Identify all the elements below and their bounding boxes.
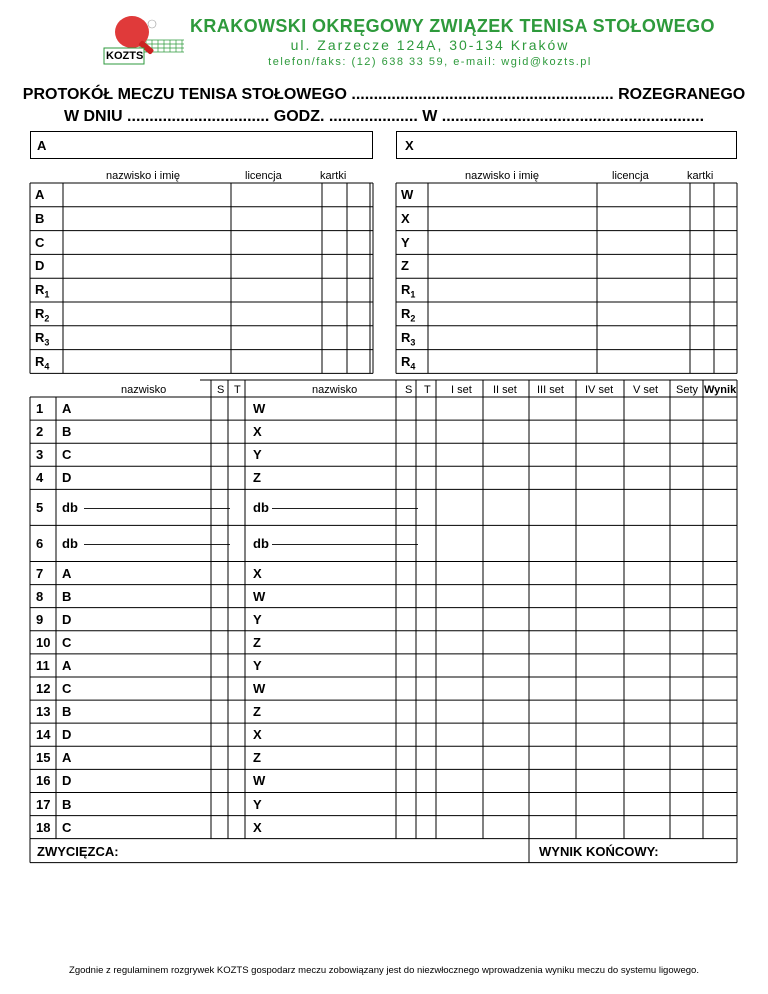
games-header-set1: I set (451, 384, 472, 396)
protocol-date-line: W DNIU ................................ GODZ. .................... W ........................................................... (63, 108, 705, 125)
game-player-right: db (253, 535, 269, 551)
game-score-cell[interactable] (437, 678, 736, 699)
game-player-left: db (62, 499, 78, 515)
games-header-set5: V set (633, 384, 659, 396)
player-slot-letter: R (35, 329, 45, 345)
player-slot-index: 3 (410, 337, 416, 348)
game-number: 13 (36, 704, 51, 720)
game-number: 11 (36, 657, 50, 673)
game-number: 17 (36, 796, 51, 812)
players-right-header-license: licencja (612, 170, 649, 182)
player-name-cell[interactable] (64, 279, 230, 301)
player-slot-letter: R (401, 282, 411, 298)
game-player-left: A (62, 657, 72, 673)
player-row-label-right (401, 282, 415, 300)
player-name-cell[interactable] (429, 279, 596, 301)
games-header-s-right: S (405, 384, 413, 396)
game-player-right: W (253, 588, 266, 604)
player-slot-letter: R (401, 353, 411, 369)
game-score-cell[interactable] (437, 526, 736, 560)
game-number: 6 (36, 535, 44, 551)
game-player-right: Y (253, 447, 262, 463)
game-number: 10 (36, 634, 51, 650)
game-player-left: A (62, 401, 72, 417)
player-row-label-right (401, 354, 415, 372)
game-score-cell[interactable] (437, 444, 736, 465)
player-name-cell[interactable] (429, 351, 596, 373)
player-row-label-right (401, 330, 415, 348)
game-player-left: db (62, 535, 78, 551)
games-header-t-right: T (424, 384, 431, 396)
game-player-right: db (253, 499, 269, 515)
player-slot-letter: X (401, 210, 410, 226)
game-number: 3 (36, 447, 44, 463)
game-score-cell[interactable] (437, 586, 736, 607)
player-slot-letter: D (35, 258, 45, 274)
player-slot-index: 4 (44, 361, 50, 372)
game-player-left: B (62, 704, 72, 720)
game-player-right: W (253, 773, 266, 789)
game-player-left: C (62, 819, 72, 835)
team-left-label: A (37, 138, 47, 153)
player-slot-letter: B (35, 210, 45, 226)
player-slot-letter: R (401, 306, 411, 321)
player-slot-index: 2 (44, 313, 50, 324)
player-row-label-right (401, 235, 410, 253)
player-row-label-left (35, 258, 44, 276)
player-slot-letter: W (401, 187, 414, 202)
player-row-label-left (35, 187, 44, 205)
game-number: 9 (36, 611, 44, 627)
game-player-right: Y (253, 657, 262, 673)
player-name-cell[interactable] (64, 327, 230, 349)
game-player-right: W (253, 401, 266, 417)
game-number: 16 (36, 773, 51, 789)
games-header-t-left: T (234, 384, 241, 396)
games-header-name-left: nazwisko (121, 384, 167, 396)
game-player-left: A (62, 565, 72, 581)
player-name-cell[interactable] (64, 232, 230, 254)
player-name-cell[interactable] (64, 184, 230, 206)
player-slot-letter: C (35, 234, 45, 250)
game-number: 18 (36, 819, 51, 835)
game-score-cell[interactable] (437, 398, 736, 419)
game-player-right: Z (253, 470, 261, 486)
winner-label: ZWYCIĘZCA: (37, 843, 119, 859)
game-player-left: D (62, 773, 72, 789)
game-number: 1 (36, 401, 44, 417)
player-slot-index: 4 (410, 361, 416, 372)
game-score-cell[interactable] (437, 747, 736, 768)
players-left-header-name: nazwisko i imię (106, 170, 180, 182)
player-name-cell[interactable] (429, 208, 596, 230)
player-slot-letter: Y (401, 234, 410, 250)
game-player-right: W (253, 681, 266, 697)
player-slot-index: 2 (410, 313, 416, 324)
game-score-cell[interactable] (437, 770, 736, 791)
protocol-title-line: PROTOKÓŁ MECZU TENISA STOŁOWEGO ........................................................... ROZEGRANEGO (22, 86, 746, 103)
player-slot-letter: R (35, 282, 45, 298)
game-score-cell[interactable] (437, 632, 736, 653)
logo-text: KOZTS (106, 50, 144, 62)
game-player-right: X (253, 727, 262, 743)
game-player-right: Z (253, 750, 261, 766)
game-score-cell[interactable] (437, 793, 736, 814)
player-slot-index: 3 (44, 337, 50, 348)
team-box-right[interactable] (396, 131, 737, 159)
player-row-label-left (35, 282, 49, 300)
games-header-set4: IV set (585, 384, 614, 396)
players-left-header-cards: kartki (320, 170, 347, 182)
game-player-right: Z (253, 704, 261, 720)
games-header-sets: Sety (676, 384, 699, 396)
game-number: 14 (36, 727, 51, 743)
games-header-set2: II set (493, 384, 517, 396)
game-player-right: X (253, 565, 262, 581)
game-number: 4 (36, 470, 44, 486)
player-name-cell[interactable] (64, 208, 230, 230)
player-row-label-right (401, 306, 415, 324)
team-right-label: X (405, 138, 414, 153)
player-row-label-right (401, 258, 409, 276)
player-row-label-right (401, 211, 410, 229)
footer-note: Zgodnie z regulaminem rozgrywek KOZTS gospodarz meczu zobowiązany jest do niezwłocznego wprowadzenia wyniku meczu do systemu ligowego. (69, 965, 699, 976)
player-slot-index: 1 (44, 289, 50, 300)
player-row-label-left (35, 235, 44, 253)
game-player-left: D (62, 470, 72, 486)
game-number: 2 (36, 424, 44, 440)
game-number: 5 (36, 499, 44, 515)
game-score-cell[interactable] (437, 609, 736, 630)
player-row-label-left (35, 330, 49, 348)
game-player-left: C (62, 447, 72, 463)
game-score-cell[interactable] (437, 817, 736, 838)
game-score-cell[interactable] (437, 701, 736, 722)
game-player-left: A (62, 750, 72, 766)
games-header-result: Wynik (704, 384, 737, 396)
players-right-header-cards: kartki (687, 170, 714, 182)
player-name-cell[interactable] (64, 303, 230, 325)
player-slot-letter: R (35, 306, 45, 321)
game-player-left: B (62, 796, 72, 812)
player-name-cell[interactable] (64, 255, 230, 277)
player-row-label-left (35, 306, 49, 324)
team-box-left[interactable] (30, 131, 373, 159)
players-right-header-name: nazwisko i imię (465, 170, 539, 182)
player-name-cell[interactable] (429, 184, 596, 206)
player-name-cell[interactable] (64, 351, 230, 373)
player-row-label-left (35, 211, 44, 229)
game-player-right: Z (253, 634, 261, 650)
organization-address: ul. Zarzecze 124A, 30-134 Kraków (290, 37, 570, 53)
game-score-cell[interactable] (437, 655, 736, 676)
game-number: 8 (36, 588, 44, 604)
game-score-cell[interactable] (437, 490, 736, 524)
player-slot-letter: Z (401, 258, 409, 274)
game-score-cell[interactable] (437, 724, 736, 745)
game-player-left: C (62, 681, 72, 697)
game-number: 12 (36, 681, 51, 697)
games-header-set3: III set (537, 384, 564, 396)
player-name-cell[interactable] (429, 232, 596, 254)
game-player-left: B (62, 424, 72, 440)
game-player-right: X (253, 819, 262, 835)
player-slot-letter: R (401, 329, 411, 345)
games-header-s-left: S (217, 384, 225, 396)
game-player-left: B (62, 588, 72, 604)
game-player-right: Y (253, 611, 262, 627)
game-number: 7 (36, 565, 44, 581)
game-score-cell[interactable] (437, 562, 736, 583)
players-left-header-license: licencja (245, 170, 282, 182)
player-slot-letter: A (35, 187, 45, 202)
game-number: 15 (36, 750, 51, 766)
organization-contact: telefon/faks: (12) 638 33 59, e-mail: wgid@kozts.pl (268, 56, 592, 68)
player-slot-letter: R (35, 353, 45, 369)
final-result-label: WYNIK KOŃCOWY: (539, 843, 659, 859)
organization-title: KRAKOWSKI OKRĘGOWY ZWIĄZEK TENISA STOŁOWEGO (190, 16, 715, 36)
player-row-label-left (35, 354, 49, 372)
game-player-left: C (62, 634, 72, 650)
game-player-left: D (62, 727, 72, 743)
game-score-cell[interactable] (437, 467, 736, 488)
player-slot-index: 1 (410, 289, 416, 300)
player-name-cell[interactable] (429, 255, 596, 277)
game-player-left: D (62, 611, 72, 627)
player-name-cell[interactable] (429, 303, 596, 325)
player-name-cell[interactable] (429, 327, 596, 349)
game-player-right: X (253, 424, 262, 440)
player-row-label-right (401, 187, 413, 205)
games-header-name-right: nazwisko (312, 384, 358, 396)
game-score-cell[interactable] (437, 421, 736, 442)
game-player-right: Y (253, 796, 262, 812)
